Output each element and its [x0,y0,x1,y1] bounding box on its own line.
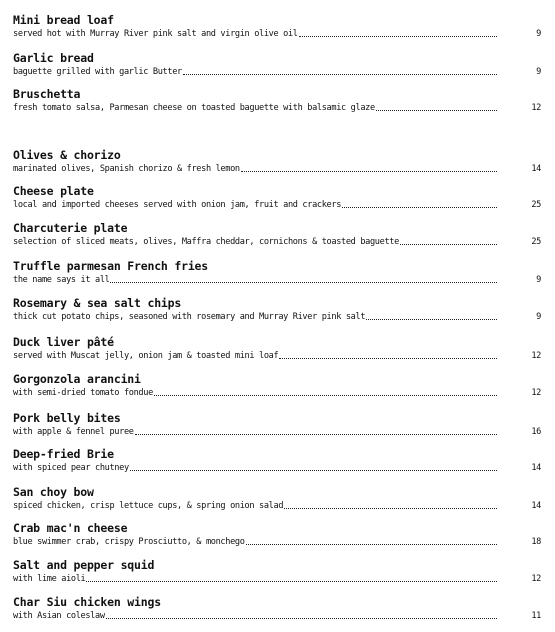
item-price: 14 [531,164,541,174]
item-description: with semi-dried tomato fondue [13,388,153,398]
menu-item [13,522,543,548]
item-description: thick cut potato chips, seasoned with rosemary and Murray River pink salt [13,312,366,322]
dot-leader [130,470,497,471]
item-price: 9 [536,67,541,77]
item-price: 9 [536,275,541,285]
dot-leader [376,110,497,111]
item-description: with Asian coleslaw [13,611,105,621]
menu-item [13,185,543,211]
item-name: Salt and pepper squid [13,558,155,572]
item-name: Cheese plate [13,184,94,198]
item-description: the name says it all [13,275,110,285]
item-price: 11 [531,611,541,621]
menu-item [13,222,543,248]
item-price: 18 [531,537,541,547]
item-price: 12 [531,388,541,398]
menu-item [13,336,543,362]
menu-item [13,149,543,175]
item-name: Bruschetta [13,87,81,101]
menu-item [13,297,543,323]
menu-item [13,486,543,512]
item-name: Charcuterie plate [13,221,128,235]
dot-leader [299,36,497,37]
item-description: selection of sliced meats, olives, Maffra cheddar, cornichons & toasted baguette [13,237,399,247]
menu-item [13,373,543,399]
menu-item [13,14,543,40]
dot-leader [183,74,497,75]
item-description: baguette grilled with garlic Butter [13,67,182,77]
menu-item [13,88,543,114]
item-name: Olives & chorizo [13,148,121,162]
item-name: Deep-fried Brie [13,447,114,461]
item-price: 12 [531,103,541,113]
dot-leader [366,319,497,320]
item-price: 9 [536,312,541,322]
dot-leader [135,434,497,435]
dot-leader [241,171,497,172]
item-description: with lime aioli [13,574,86,584]
item-price: 16 [531,427,541,437]
item-name: Rosemary & sea salt chips [13,296,182,310]
dot-leader [342,207,497,208]
item-description: served with Muscat jelly, onion jam & toasted mini loaf [13,351,279,361]
item-description: with apple & fennel puree [13,427,134,437]
item-price: 12 [531,574,541,584]
item-description: blue swimmer crab, crispy Prosciutto, & monchego [13,537,245,547]
item-price: 14 [531,501,541,511]
dot-leader [154,395,497,396]
menu-item [13,52,543,78]
dot-leader [284,508,497,509]
item-description: spiced chicken, crisp lettuce cups, & spring onion salad [13,501,284,511]
menu-item [13,412,543,438]
item-description: with spiced pear chutney [13,463,129,473]
dot-leader [246,544,497,545]
menu-item [13,559,543,585]
item-description: served hot with Murray River pink salt and virgin olive oil [13,29,298,39]
item-name: Char Siu chicken wings [13,595,161,609]
dot-leader [86,581,497,582]
item-description: marinated olives, Spanish chorizo & fresh lemon [13,164,240,174]
item-name: Truffle parmesan French fries [13,259,208,273]
item-description: fresh tomato salsa, Parmesan cheese on toasted baguette with balsamic glaze [13,103,375,113]
item-name: San choy bow [13,485,94,499]
item-price: 9 [536,29,541,39]
item-name: Gorgonzola arancini [13,372,141,386]
item-description: local and imported cheeses served with onion jam, fruit and crackers [13,200,342,210]
item-name: Garlic bread [13,51,94,65]
item-price: 25 [531,200,541,210]
menu-item [13,448,543,474]
item-price: 25 [531,237,541,247]
item-price: 12 [531,351,541,361]
menu-item [13,260,543,286]
item-name: Crab mac'n cheese [13,521,128,535]
menu-item [13,596,543,622]
dot-leader [279,358,497,359]
dot-leader [110,282,497,283]
dot-leader [106,618,497,619]
item-name: Mini bread loaf [13,13,114,27]
item-name: Duck liver pâté [13,335,114,349]
item-price: 14 [531,463,541,473]
dot-leader [400,244,497,245]
item-name: Pork belly bites [13,411,121,425]
